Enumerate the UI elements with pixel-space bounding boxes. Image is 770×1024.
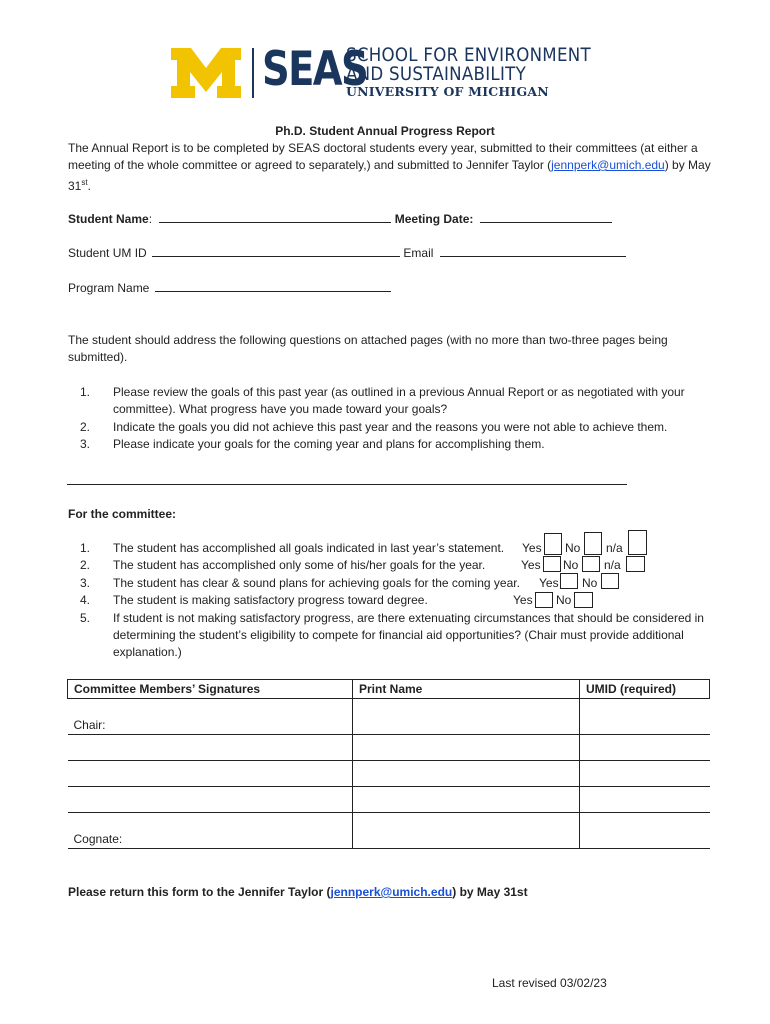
signature-table (67, 679, 710, 849)
footer-email-link[interactable]: jennperk@umich.edu (330, 885, 453, 899)
student-um-id-label: Student UM ID (68, 246, 147, 260)
student-name-colon: : (148, 212, 153, 226)
intro-text: The Annual Report is to be completed by SEAS doctoral students every year, submitted to their committees (at either a meeting of the whole committee or agreed to separately,) and submitted to Jennifer Taylor ( (68, 141, 698, 172)
form-title: Ph.D. Student Annual Progress Report (275, 124, 495, 138)
item1-no-checkbox[interactable] (584, 532, 602, 555)
header-umid: UMID (required) (580, 680, 710, 699)
meeting-date-label: Meeting Date: (394, 212, 474, 226)
cognate-label: Cognate: (68, 813, 353, 849)
list-text: The student has accomplished all goals indicated in last year’s statement. (113, 541, 505, 555)
no-label: No (582, 576, 598, 590)
item1-yes-checkbox[interactable] (544, 533, 562, 555)
no-label: No (565, 541, 581, 555)
list-text: If student is not making satisfactory progress, are there extenuating circumstances that should be considered in determining the student’s eligibility to compete for financial aid opportunities? (Chair must provide additional explanation.) (113, 611, 704, 659)
member-print-name-cell[interactable] (353, 787, 580, 813)
student-um-id-field[interactable] (152, 245, 400, 257)
table-row (68, 787, 710, 813)
return-instructions (68, 885, 528, 899)
yes-label: Yes (539, 576, 559, 590)
list-text: The student has clear & sound plans for achieving goals for the coming year. (113, 576, 520, 590)
email-label: Email (403, 246, 434, 260)
list-text: The student has accomplished only some of his/her goals for the year. (113, 558, 486, 572)
na-label: n/a (606, 541, 623, 555)
email-field[interactable] (440, 245, 626, 257)
chair-umid-cell[interactable] (580, 699, 710, 735)
school-name-line-1: SCHOOL FOR ENVIRONMENT (346, 45, 591, 66)
yes-label: Yes (521, 558, 541, 572)
item4-yes-checkbox[interactable] (535, 592, 553, 608)
list-text: Please review the goals of this past year (as outlined in a previous Annual Report or as negotiated with your committee). What progress have you made toward your goals? (113, 385, 685, 416)
university-name: UNIVERSITY OF MICHIGAN (346, 84, 549, 99)
member-umid-cell[interactable] (580, 735, 710, 761)
student-question-1 (68, 384, 728, 418)
member-umid-cell[interactable] (580, 787, 710, 813)
program-name-label: Program Name (68, 281, 150, 295)
cognate-umid-cell[interactable] (580, 813, 710, 849)
member-signature-cell[interactable] (68, 735, 353, 761)
intro-text-after: ) by May 31 (68, 158, 711, 193)
header-print-name: Print Name (353, 680, 580, 699)
list-text: The student is making satisfactory progress toward degree. (113, 593, 428, 607)
list-number: 4. (79, 593, 90, 607)
member-print-name-cell[interactable] (353, 735, 580, 761)
yes-label: Yes (522, 541, 542, 555)
return-text-end: ) by May 31st (452, 885, 528, 899)
intro-email-link[interactable]: jennperk@umich.edu (551, 158, 665, 172)
instructions-paragraph: The student should address the following questions on attached pages (with no more than two-three pages being submitted). (68, 333, 668, 364)
list-number: 2. (79, 420, 90, 434)
list-number: 3. (79, 437, 90, 451)
chair-print-name-cell[interactable] (353, 699, 580, 735)
member-signature-cell[interactable] (68, 787, 353, 813)
member-print-name-cell[interactable] (353, 761, 580, 787)
table-row (68, 813, 710, 849)
last-revised: Last revised 03/02/23 (492, 976, 607, 990)
header-signatures: Committee Members’ Signatures (68, 680, 353, 699)
section-divider (67, 484, 627, 485)
seas-wordmark: SEAS (262, 42, 368, 97)
item3-yes-checkbox[interactable] (560, 573, 578, 589)
list-number: 5. (79, 611, 90, 625)
no-label: No (556, 593, 572, 607)
student-name-label: Student Name (68, 212, 149, 226)
list-text: Indicate the goals you did not achieve this past year and the reasons you were not able to achieve them. (113, 420, 668, 434)
member-signature-cell[interactable] (68, 761, 353, 787)
university-block-m-logo (171, 48, 241, 98)
item1-na-checkbox[interactable] (628, 530, 647, 555)
student-name-row (68, 211, 612, 226)
na-label: n/a (604, 558, 621, 572)
list-number: 3. (79, 576, 90, 590)
item2-na-checkbox[interactable] (626, 556, 645, 572)
meeting-date-field[interactable] (480, 211, 612, 223)
list-number: 2. (79, 558, 90, 572)
student-name-field[interactable] (159, 211, 391, 223)
item2-yes-checkbox[interactable] (543, 556, 561, 572)
return-text: Please return this form to the Jennifer Taylor ( (68, 885, 331, 899)
program-name-row (68, 280, 391, 295)
table-row (68, 761, 710, 787)
member-umid-cell[interactable] (580, 761, 710, 787)
chair-label: Chair: (68, 699, 353, 735)
table-header-row (68, 680, 710, 699)
program-name-field[interactable] (155, 280, 391, 292)
intro-superscript: st (81, 178, 88, 187)
no-label: No (563, 558, 579, 572)
item4-no-checkbox[interactable] (574, 592, 593, 608)
item3-no-checkbox[interactable] (601, 573, 619, 589)
committee-heading: For the committee: (68, 507, 177, 521)
um-id-row (68, 245, 626, 260)
table-row (68, 699, 710, 735)
yes-label: Yes (513, 593, 533, 607)
intro-end: . (87, 179, 91, 193)
list-text: Please indicate your goals for the coming year and plans for accomplishing them. (113, 437, 545, 451)
school-name-line-2: AND SUSTAINABILITY (346, 64, 527, 85)
intro-paragraph (68, 140, 728, 195)
cognate-print-name-cell[interactable] (353, 813, 580, 849)
list-number: 1. (79, 385, 90, 399)
list-number: 1. (79, 541, 90, 555)
item2-no-checkbox[interactable] (582, 556, 600, 572)
table-row (68, 735, 710, 761)
logo-divider (252, 48, 254, 98)
